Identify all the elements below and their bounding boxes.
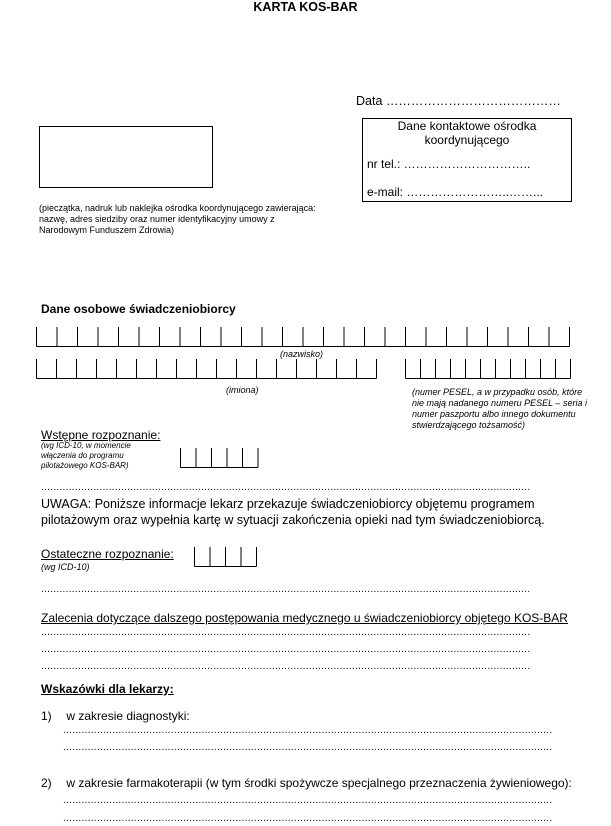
final-diagnosis-comb-field[interactable] bbox=[194, 546, 258, 568]
date-label: Data bbox=[356, 94, 383, 108]
stamp-note: (pieczątka, nadruk lub naklejka ośrodka koordynującego zawierająca: nazwę, adres siedziby oraz numer identyfikacyjny umowy z Narodowym Funduszem Zdrowia) bbox=[39, 203, 316, 235]
personal-data-heading: Dane osobowe świadczeniobiorcy bbox=[41, 302, 236, 316]
document-title: KARTA KOS-BAR bbox=[253, 0, 358, 14]
dotted-line-7[interactable]: ............................................................................................................................................................... bbox=[63, 742, 553, 753]
final-diagnosis-label: Ostateczne rozpoznanie: bbox=[41, 547, 174, 561]
dotted-line-3[interactable]: ............................................................................................................................................................... bbox=[41, 627, 531, 638]
contact-heading: Dane kontaktowe ośrodka koordynującego bbox=[397, 119, 537, 147]
stamp-box bbox=[39, 126, 213, 188]
guideline-item-number: 2) bbox=[41, 776, 52, 790]
dotted-line-4[interactable]: ............................................................................................................................................................... bbox=[41, 644, 531, 655]
dotted-line-9[interactable]: ............................................................................................................................................................... bbox=[63, 813, 553, 824]
surname-label: (nazwisko) bbox=[280, 349, 324, 359]
date-field[interactable] bbox=[356, 94, 561, 108]
names-label: (imiona) bbox=[226, 385, 259, 395]
dotted-line-8[interactable]: ............................................................................................................................................................... bbox=[63, 795, 553, 806]
pesel-comb-field[interactable] bbox=[405, 358, 571, 380]
guideline-item-text: w zakresie farmakoterapii (w tym środki spożywcze specjalnego przeznaczenia żywieniowego): bbox=[66, 776, 572, 790]
guidelines-heading: Wskazówki dla lekarzy: bbox=[41, 682, 174, 696]
guideline-item-text: w zakresie diagnostyki: bbox=[66, 709, 190, 723]
initial-diagnosis-comb-field[interactable] bbox=[180, 447, 260, 469]
warning-text: UWAGA: Poniższe informacje lekarz przekazuje świadczeniobiorcy objętemu programem pilotażowym oraz wypełnia kartę w sytuacji zakończenia opieki nad tym świadczeniobiorcą. bbox=[41, 497, 545, 527]
dotted-line-6[interactable]: ............................................................................................................................................................... bbox=[63, 725, 553, 736]
dotted-line-5[interactable]: ............................................................................................................................................................... bbox=[41, 661, 531, 672]
initial-diagnosis-label: Wstępne rozpoznanie: bbox=[41, 428, 161, 442]
recommendations-heading: Zalecenia dotyczące dalszego postępowania medycznego u świadczeniobiorcy objętego KOS-BAR bbox=[41, 611, 568, 625]
surname-comb-field[interactable] bbox=[36, 326, 572, 348]
guideline-item-number: 1) bbox=[41, 709, 52, 723]
date-dots: …………………………………… bbox=[385, 94, 561, 108]
final-diagnosis-note: (wg ICD-10) bbox=[41, 562, 90, 572]
guideline-item-diagnostics bbox=[41, 709, 190, 723]
names-comb-field[interactable] bbox=[36, 358, 380, 380]
dotted-line-1[interactable]: ............................................................................................................................................................... bbox=[41, 482, 531, 493]
initial-diagnosis-note: (wg ICD-10, w momencie włączenia do programu pilotażowego KOS-BAR) bbox=[41, 441, 131, 470]
email-field[interactable]: e-mail: ……………………..……... bbox=[367, 185, 544, 199]
pesel-label: (numer PESEL, a w przypadku osób, które nie mają nadanego numeru PESEL – seria i numer paszportu albo innego dokumentu stwierdzającego tożsamość) bbox=[412, 387, 587, 430]
guideline-item-pharmacotherapy bbox=[41, 776, 572, 790]
dotted-line-2[interactable]: ............................................................................................................................................................... bbox=[41, 584, 531, 595]
contact-box bbox=[362, 118, 572, 202]
phone-field[interactable]: nr tel.: ………………………….. bbox=[367, 157, 531, 171]
